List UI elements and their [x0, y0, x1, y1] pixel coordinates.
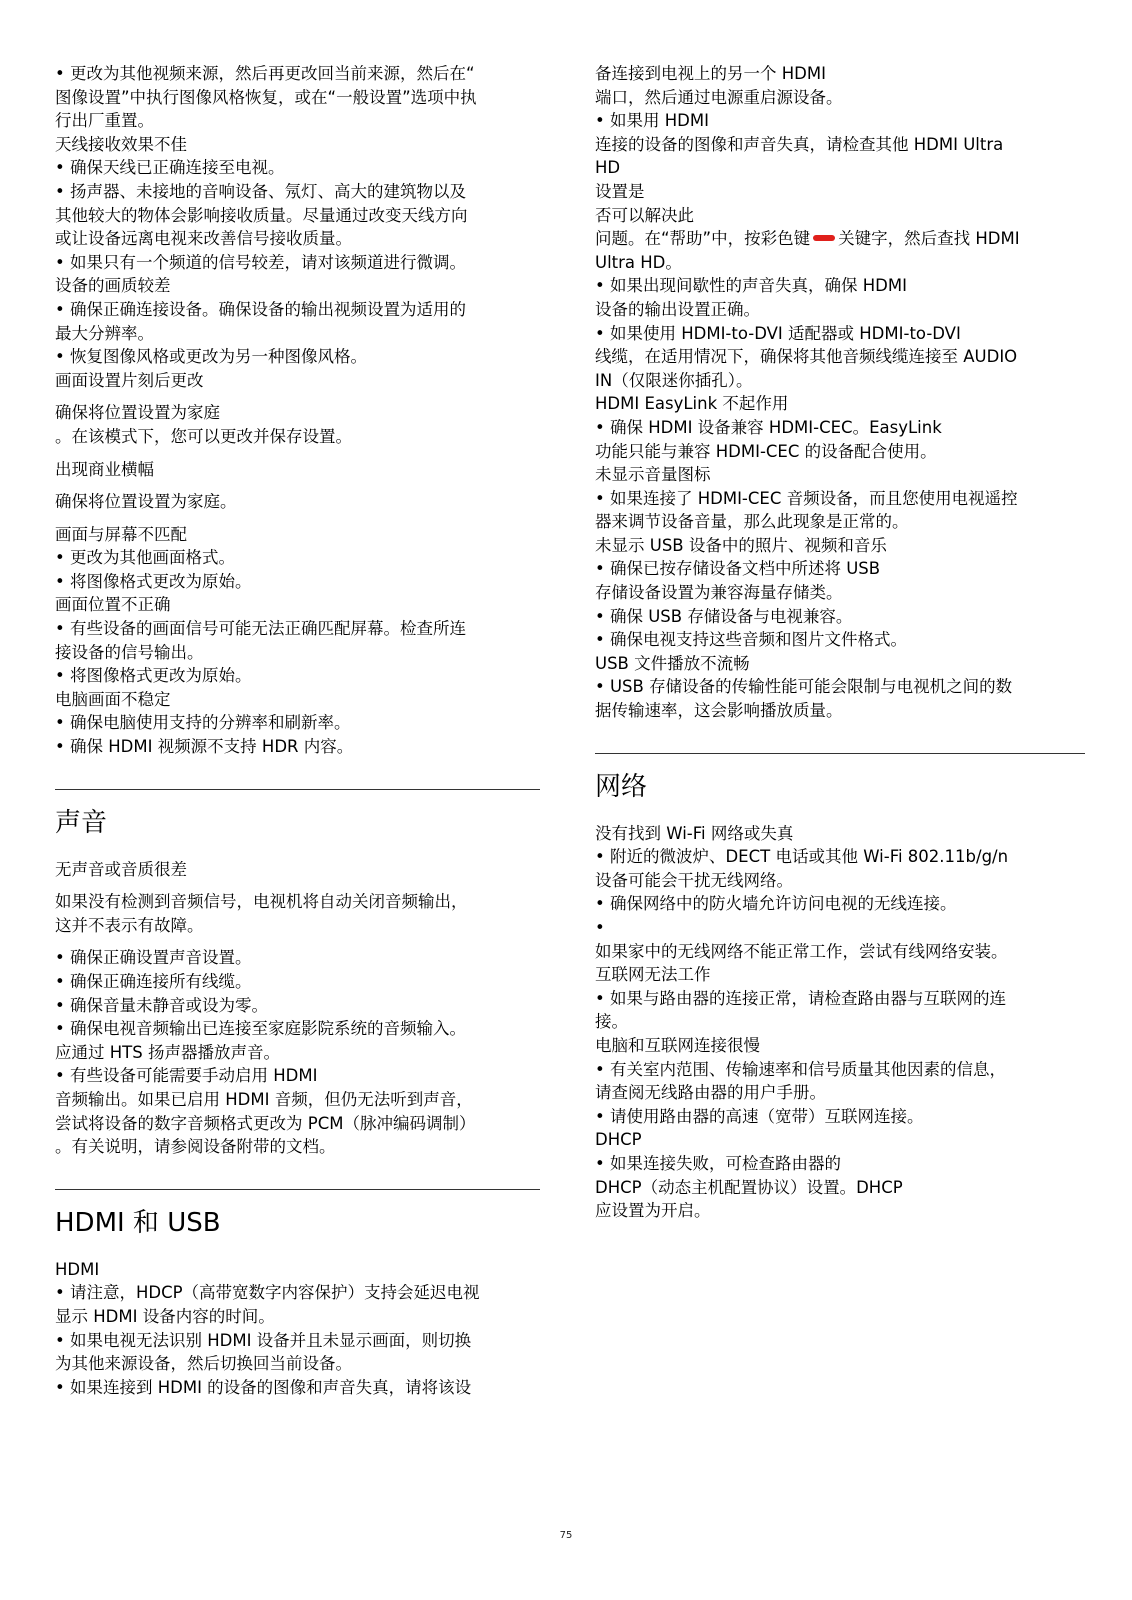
text-line: • 确保正确设置声音设置。 [55, 948, 252, 968]
text-line: 图像设置”中执行图像风格恢复，或在“一般设置”选项中执 [55, 87, 477, 107]
text-line: HDMI EasyLink 不起作用 [595, 394, 789, 414]
text-line: 画面位置不正确 [55, 595, 171, 615]
text-segment: 关键字，然后查找 HDMI [838, 229, 1020, 249]
text-line: 确保将位置设置为家庭。 [55, 492, 237, 512]
text-line: 画面与屏幕不匹配 [55, 524, 187, 544]
left-column [55, 62, 540, 1399]
text-line: • 扬声器、未接地的音响设备、氖灯、高大的建筑物以及 [55, 181, 466, 201]
text-line [595, 227, 1085, 251]
text-line: USB 文件播放不流畅 [595, 653, 750, 673]
text-line: 没有找到 Wi-Fi 网络或失真 [595, 823, 794, 843]
text-line: 据传输速率，这会影响播放质量。 [595, 701, 843, 721]
text-line: 否可以解决此 [595, 205, 694, 225]
text-line: • 有些设备可能需要手动启用 HDMI [55, 1066, 318, 1086]
text-line: 设置是 [595, 181, 645, 201]
text-line: • [595, 918, 605, 937]
text-line: 如果没有检测到音频信号，电视机将自动关闭音频输出， [55, 892, 468, 912]
text-line: 电脑画面不稳定 [55, 689, 171, 709]
text-line: • 请注意，HDCP（高带宽数字内容保护）支持会延迟电视 [55, 1283, 480, 1303]
text-line: IN（仅限迷你插孔）。 [595, 370, 753, 390]
text-line: 电脑和互联网连接很慢 [595, 1035, 760, 1055]
text-line: • 确保网络中的防火墙允许访问电视的无线连接。 [595, 894, 957, 914]
text-line: • 更改为其他视频来源，然后再更改回当前来源，然后在“ [55, 64, 475, 83]
text-segment: 问题。在“帮助”中，按彩色键 [595, 229, 811, 249]
text-line: 互联网无法工作 [595, 965, 711, 985]
text-line: • 如果电视无法识别 HDMI 设备并且未显示画面，则切换 [55, 1330, 472, 1350]
text-line: Ultra HD。 [595, 252, 682, 272]
text-line: • 请使用路由器的高速（宽带）互联网连接。 [595, 1106, 924, 1126]
section-heading: HDMI 和 USB [55, 1207, 221, 1238]
text-line: 。在该模式下，您可以更改并保存设置。 [55, 426, 352, 446]
section-divider [55, 789, 540, 790]
text-line: 出现商业横幅 [55, 459, 154, 479]
text-line: • 确保 HDMI 视频源不支持 HDR 内容。 [55, 737, 354, 757]
text-line: • 如果连接了 HDMI-CEC 音频设备，而且您使用电视遥控 [595, 488, 1018, 508]
section-heading: 网络 [595, 771, 648, 802]
section-heading: 声音 [55, 807, 108, 838]
text-line: 接。 [595, 1012, 628, 1032]
text-line: DHCP [595, 1130, 642, 1150]
text-line: • 确保正确连接设备。确保设备的输出视频设置为适用的 [55, 299, 466, 319]
text-line: 这并不表示有故障。 [55, 915, 204, 935]
text-line: 应设置为开启。 [595, 1201, 711, 1221]
text-line: • 有关室内范围、传输速率和信号质量其他因素的信息， [595, 1059, 1006, 1079]
section-divider [595, 753, 1085, 754]
text-line: • 如果与路由器的连接正常，请检查路由器与互联网的连 [595, 988, 1006, 1008]
text-line: • 如果用 HDMI [595, 111, 709, 131]
text-line: • USB 存储设备的传输性能可能会限制与电视机之间的数 [595, 677, 1013, 697]
text-line: 存储设备设置为兼容海量存储类。 [595, 583, 843, 603]
text-line: 器来调节设备音量，那么此现象是正常的。 [595, 512, 909, 532]
paragraph-spacer [55, 881, 540, 890]
text-line: • 如果连接到 HDMI 的设备的图像和声音失真，请将该设 [55, 1377, 472, 1397]
text-line: 备连接到电视上的另一个 HDMI [595, 64, 826, 83]
text-line: 设备可能会干扰无线网络。 [595, 870, 793, 890]
text-line: 其他较大的物体会影响接收质量。尽量通过改变天线方向 [55, 205, 468, 225]
text-line: 天线接收效果不佳 [55, 134, 187, 154]
paragraph-spacer [55, 449, 540, 458]
text-line: 或让设备远离电视来改善信号接收质量。 [55, 229, 352, 249]
text-line: • 确保已按存储设备文档中所述将 USB [595, 559, 881, 579]
text-line: 画面设置片刻后更改 [55, 370, 204, 390]
text-line: • 确保正确连接所有线缆。 [55, 972, 252, 991]
text-line: • 附近的微波炉、DECT 电话或其他 Wi-Fi 802.11b/g/n [595, 847, 1009, 867]
text-line: • 如果出现间歇性的声音失真，确保 HDMI [595, 276, 907, 296]
text-line: • 如果只有一个频道的信号较差，请对该频道进行微调。 [55, 252, 466, 272]
text-line: DHCP（动态主机配置协议）设置。DHCP [595, 1177, 903, 1197]
text-line: 行出厂重置。 [55, 111, 154, 131]
text-line: • 确保电视支持这些音频和图片文件格式。 [595, 630, 907, 650]
text-line: 如果家中的无线网络不能正常工作，尝试有线网络安装。 [595, 941, 1008, 961]
text-line: • 如果使用 HDMI-to-DVI 适配器或 HDMI-to-DVI [595, 323, 961, 343]
text-line: 尝试将设备的数字音频格式更改为 PCM（脉冲编码调制） [55, 1113, 476, 1133]
text-line: • 恢复图像风格或更改为另一种图像风格。 [55, 347, 367, 367]
text-line: • 确保电脑使用支持的分辨率和刷新率。 [55, 713, 351, 733]
red-color-key-icon [813, 235, 835, 241]
text-line: • 将图像格式更改为原始。 [55, 571, 252, 591]
text-line: 功能只能与兼容 HDMI-CEC 的设备配合使用。 [595, 441, 937, 461]
text-line: • 确保天线已正确连接至电视。 [55, 158, 285, 178]
text-line: • 有些设备的画面信号可能无法正确匹配屏幕。检查所连 [55, 619, 466, 639]
text-line: 无声音或音质很差 [55, 859, 187, 879]
text-line: 最大分辨率。 [55, 323, 154, 343]
text-line: • 确保 HDMI 设备兼容 HDMI-CEC。EasyLink [595, 417, 942, 437]
text-line: • 将图像格式更改为原始。 [55, 666, 252, 686]
paragraph-spacer [55, 514, 540, 523]
text-line: 设备的画质较差 [55, 276, 171, 296]
text-line: HD [595, 158, 621, 178]
text-line: 设备的输出设置正确。 [595, 299, 760, 319]
text-line: 线缆，在适用情况下，确保将其他音频线缆连接至 AUDIO [595, 347, 1018, 367]
text-line: 连接的设备的图像和声音失真，请检查其他 HDMI Ultra [595, 134, 1004, 154]
right-column [595, 62, 1085, 1223]
text-line: • 确保音量未静音或设为零。 [55, 995, 268, 1015]
text-line: 显示 HDMI 设备内容的时间。 [55, 1306, 275, 1326]
section-divider [55, 1189, 540, 1190]
paragraph-spacer [55, 392, 540, 401]
text-line: 未显示音量图标 [595, 465, 711, 485]
text-line: HDMI [55, 1259, 100, 1279]
text-line: 音频输出。如果已启用 HDMI 音频，但仍无法听到声音， [55, 1089, 473, 1109]
text-line: 接设备的信号输出。 [55, 642, 204, 662]
paragraph-spacer [55, 481, 540, 490]
page-number: 75 [559, 1530, 573, 1541]
text-line: 请查阅无线路由器的用户手册。 [595, 1083, 826, 1103]
text-line: • 确保 USB 存储设备与电视兼容。 [595, 606, 853, 626]
text-line: 端口，然后通过电源重启源设备。 [595, 87, 843, 107]
text-line: 确保将位置设置为家庭 [55, 403, 220, 423]
text-line: • 如果连接失败，可检查路由器的 [595, 1153, 841, 1173]
text-line: 为其他来源设备，然后切换回当前设备。 [55, 1354, 352, 1374]
text-line: • 确保电视音频输出已连接至家庭影院系统的音频输入。 [55, 1019, 466, 1039]
text-line: 应通过 HTS 扬声器播放声音。 [55, 1042, 280, 1062]
paragraph-spacer [55, 937, 540, 946]
text-line: • 更改为其他画面格式。 [55, 548, 235, 568]
text-line: 。有关说明，请参阅设备附带的文档。 [55, 1137, 336, 1157]
text-line: 未显示 USB 设备中的照片、视频和音乐 [595, 535, 887, 555]
